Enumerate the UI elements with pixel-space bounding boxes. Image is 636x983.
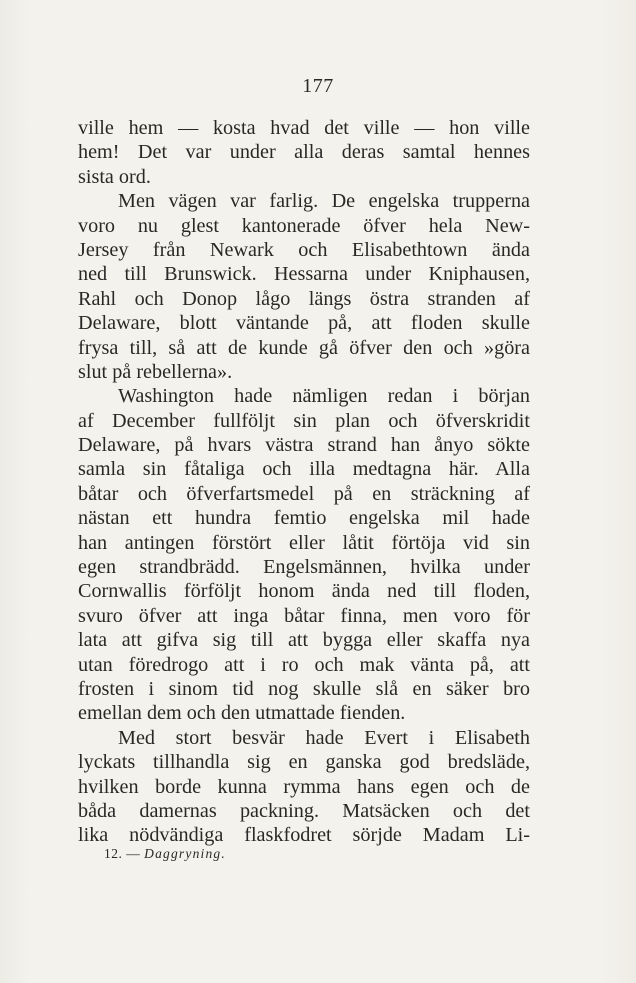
text-line: lika nödvändiga flaskfodret sörjde Madam Li- <box>78 824 530 847</box>
text-line: hvilken borde kunna rymma hans egen och de <box>78 775 530 798</box>
text-line: ville hem — kosta hvad det ville — hon ville <box>78 117 530 139</box>
text-line: ned till Brunswick. Hessarna under Kniphausen, <box>78 263 530 286</box>
text-line: emellan dem och den utmattade fienden. <box>78 702 406 725</box>
text-line: slut på rebellerna». <box>78 360 233 383</box>
text-line: voro nu glest kantonerade öfver hela New- <box>78 214 530 237</box>
text-line: Cornwallis förföljt honom ända ned till floden, <box>78 580 530 603</box>
text-line: han antingen förstört eller låtit förtöja vid sin <box>78 531 530 554</box>
text-line: frosten i sinom tid nog skulle slå en säker bro <box>78 677 530 700</box>
text-line: Men vägen var farlig. De engelska trupperna <box>118 190 530 213</box>
signature-footer <box>104 846 226 862</box>
text-line: lata att gifva sig till att bygga eller skaffa nya <box>78 629 530 652</box>
text-line: Delaware, blott väntande på, att floden skulle <box>78 312 530 335</box>
signature-separator: — <box>126 846 141 861</box>
signature-number: 12. <box>104 846 123 861</box>
text-line: Washington hade nämligen redan i början <box>118 385 530 408</box>
text-line: egen strandbrädd. Engelsmännen, hvilka under <box>78 556 530 579</box>
signature-title: Daggryning. <box>144 846 226 861</box>
text-line: frysa till, så att de kunde gå öfver den och »göra <box>78 336 530 359</box>
text-line: båda damernas packning. Matsäcken och det <box>78 799 530 822</box>
text-line: Delaware, på hvars västra strand han ånyo sökte <box>78 434 530 457</box>
text-line: sista ord. <box>78 165 151 188</box>
page-number: 177 <box>302 75 334 97</box>
text-line: af December fullföljt sin plan och öfverskridit <box>78 409 530 432</box>
text-line: hem! Det var under alla deras samtal hennes <box>78 141 530 164</box>
text-line: utan föredrogo att i ro och mak vänta på, att <box>78 653 530 676</box>
text-line: båtar och öfverfartsmedel på en sträckning af <box>78 482 530 505</box>
text-line: svuro öfver att inga båtar finna, men voro för <box>78 604 530 627</box>
body-text <box>78 116 530 848</box>
text-line: Med stort besvär hade Evert i Elisabeth <box>118 726 530 749</box>
text-line: nästan ett hundra femtio engelska mil hade <box>78 507 530 530</box>
text-line: lyckats tillhandla sig en ganska god bredsläde, <box>78 751 530 774</box>
text-line: Jersey från Newark och Elisabethtown ända <box>78 238 530 261</box>
text-line: Rahl och Donop lågo längs östra stranden af <box>78 287 530 310</box>
text-line: samla sin fåtaliga och illa medtagna här. Alla <box>78 458 530 481</box>
